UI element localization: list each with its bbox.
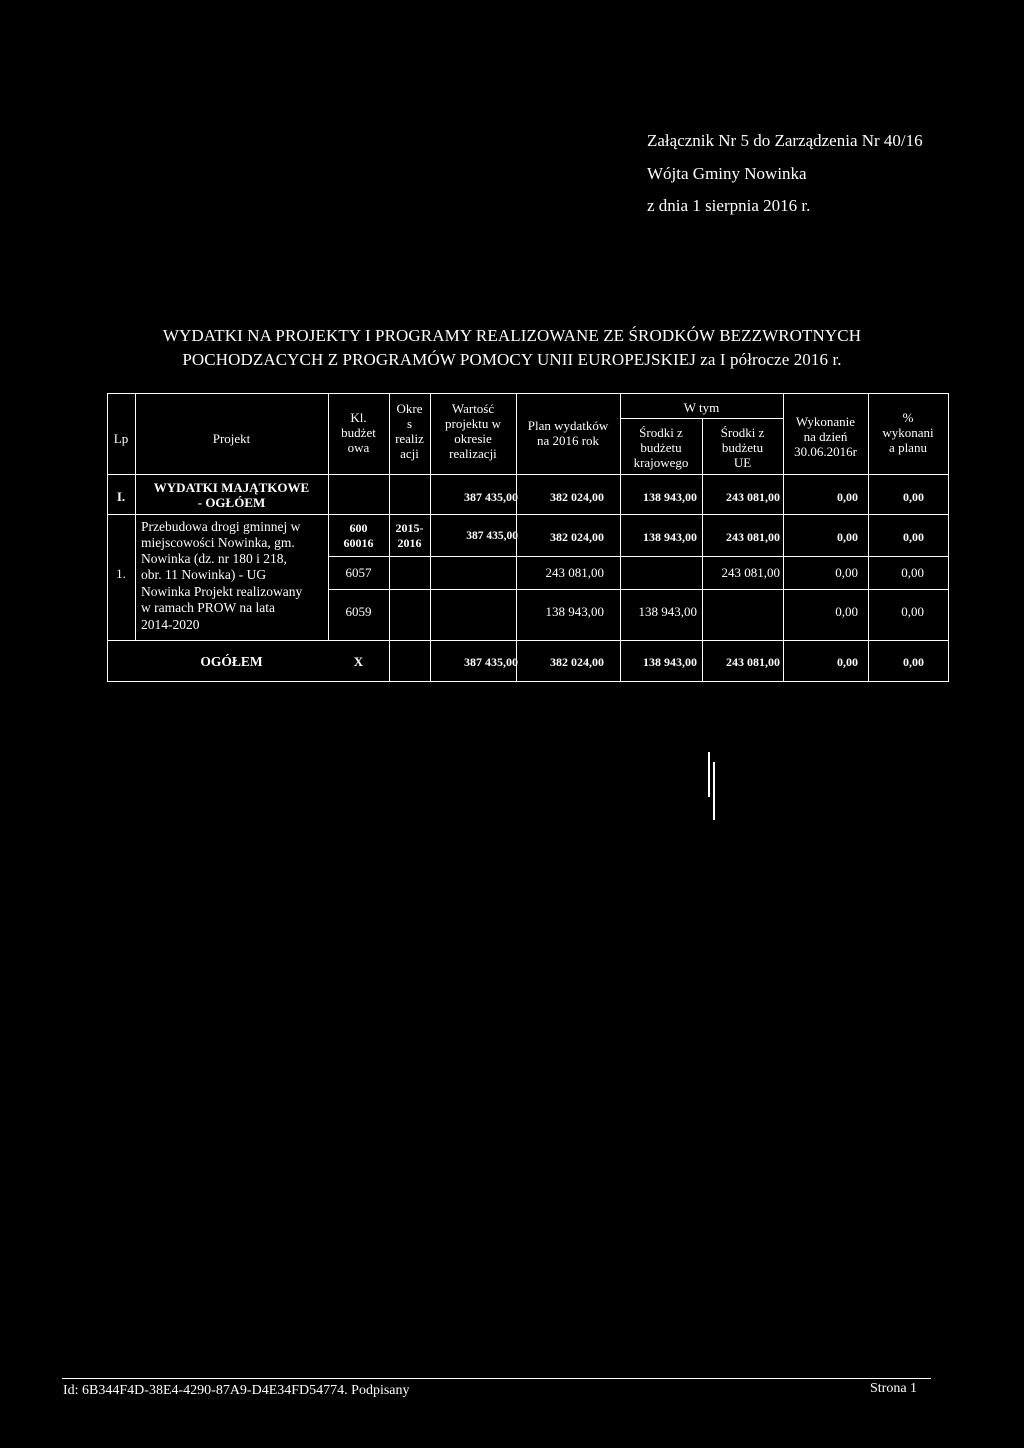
- header-wartosc: [430, 401, 516, 461]
- total-plan: 382 024,00: [550, 655, 604, 669]
- section-wartosc: 387 435,00: [464, 490, 518, 504]
- annex-date: z dnia 1 sierpnia 2016 r.: [647, 196, 811, 215]
- header-wykonanie-line1: Wykonanie: [795, 414, 856, 429]
- item-plan: 382 024,00: [550, 530, 604, 544]
- annex-issuer: Wójta Gminy Nowinka: [647, 164, 807, 183]
- header-wartosc-line3: okresie: [454, 431, 492, 446]
- header-wykonanie-line2: na dzień: [803, 429, 848, 444]
- row6059-kl: 6059: [345, 604, 372, 619]
- item-okres: [389, 521, 430, 551]
- item-kl-dzial: 600: [349, 521, 368, 535]
- table-border-bottom: [107, 681, 948, 682]
- header-projekt: Projekt: [212, 431, 251, 446]
- item-project-line4: obr. 11 Nowinka) - UG: [141, 567, 267, 582]
- col-line-end: [948, 393, 949, 682]
- item-row-divider-bottom: [107, 640, 948, 641]
- header-lp: Lp: [113, 431, 129, 446]
- item-row-divider-1: [328, 556, 948, 557]
- header-krajowe: [620, 425, 702, 470]
- item-wartosc: 387 435,00: [466, 530, 518, 542]
- header-okres-line1: Okre: [396, 401, 423, 416]
- row6059-procent: 0,00: [901, 604, 924, 619]
- section-wykonanie: 0,00: [837, 490, 858, 504]
- row6059-krajowe: 138 943,00: [638, 604, 697, 619]
- header-wartosc-line1: Wartość: [451, 401, 495, 416]
- item-krajowe: 138 943,00: [643, 530, 697, 544]
- item-kl: [328, 521, 389, 551]
- header-wartosc-line2: projektu w: [445, 416, 501, 431]
- document-title-line2-tail: za I półrocze 2016 r.: [700, 350, 842, 369]
- header-procent: [868, 410, 948, 455]
- document-title-line1: WYDATKI NA PROJEKTY I PROGRAMY REALIZOWANE ZE ŚRODKÓW BEZZWROTNYCH: [162, 326, 862, 345]
- item-procent: 0,00: [903, 530, 924, 544]
- header-ue-line1: Środki z: [720, 425, 765, 440]
- header-kl-line3: owa: [347, 440, 370, 455]
- footer-document-id: Id: 6B344F4D-38E4-4290-87A9-D4E34FD54774. Podpisany: [63, 1383, 410, 1398]
- footer-page-number: Strona 1: [870, 1381, 918, 1396]
- header-procent-line3: a planu: [889, 440, 927, 455]
- header-plan: [516, 418, 620, 448]
- table-border-top: [107, 393, 948, 394]
- header-ue-line2: budżetu: [721, 440, 764, 455]
- section-ue: 243 081,00: [726, 490, 780, 504]
- total-label: OGÓŁEM: [200, 654, 263, 669]
- header-ue-line3: UE: [733, 455, 752, 470]
- annex-number: Załącznik Nr 5 do Zarządzenia Nr 40/16: [647, 131, 923, 150]
- row6057-plan: 243 081,00: [545, 565, 604, 580]
- item-project-line7: 2014-2020: [141, 617, 200, 632]
- header-kl-line2: budżet: [341, 425, 376, 440]
- item-project-line1: Przebudowa drogi gminnej w: [141, 519, 301, 534]
- document-title-line2: [0, 350, 1024, 370]
- row6059-wykonanie: 0,00: [835, 604, 858, 619]
- header-okres: [389, 401, 430, 461]
- total-wykonanie: 0,00: [837, 655, 858, 669]
- row6057-kl: 6057: [345, 565, 372, 580]
- section-name-line1: WYDATKI MAJĄTKOWE: [153, 480, 310, 495]
- row6057-procent: 0,00: [901, 565, 924, 580]
- item-lp: 1.: [116, 566, 126, 581]
- header-wykonanie: [783, 414, 868, 459]
- item-project-line3: Nowinka (dz. nr 180 i 218,: [141, 551, 287, 566]
- total-wartosc: 387 435,00: [464, 655, 518, 669]
- header-krajowe-line2: budżetu: [640, 440, 682, 455]
- scan-mark-2: [713, 762, 715, 820]
- item-ue: 243 081,00: [726, 530, 780, 544]
- section-procent: 0,00: [903, 490, 924, 504]
- header-procent-line2: wykonani: [882, 425, 934, 440]
- header-okres-line4: acji: [400, 446, 419, 461]
- header-divider: [107, 474, 948, 475]
- item-okres-line1: 2015-: [395, 521, 424, 535]
- item-project-line2: miejscowości Nowinka, gm.: [141, 535, 295, 550]
- header-wtym: W tym: [683, 400, 720, 415]
- header-plan-line2: na 2016 rok: [536, 433, 600, 448]
- header-krajowe-line3: krajowego: [633, 455, 689, 470]
- header-wartosc-line4: realizacji: [449, 446, 497, 461]
- header-kl: [328, 410, 389, 455]
- section-name: [135, 480, 328, 510]
- total-ue: 243 081,00: [726, 655, 780, 669]
- document-title-line2-main: POCHODZACYCH Z PROGRAMÓW POMOCY UNII EUROPEJSKIEJ: [182, 350, 696, 369]
- item-kl-rozdzial: 60016: [343, 536, 374, 550]
- section-plan: 382 024,00: [550, 490, 604, 504]
- header-ue: [702, 425, 783, 470]
- header-procent-line1: %: [902, 410, 914, 425]
- total-kl: X: [353, 654, 364, 669]
- item-wykonanie: 0,00: [837, 530, 858, 544]
- section-name-line2: - OGŁÓEM: [197, 495, 266, 510]
- header-plan-line1: Plan wydatków: [527, 418, 609, 433]
- header-okres-line3: realiz: [395, 431, 424, 446]
- header-okres-line2: s: [406, 416, 413, 431]
- section-row-divider: [107, 514, 948, 515]
- item-project-line5: Nowinka Projekt realizowany: [141, 584, 303, 599]
- row6057-ue: 243 081,00: [721, 565, 780, 580]
- total-krajowe: 138 943,00: [643, 655, 697, 669]
- footer-rule: [62, 1378, 931, 1379]
- row6059-plan: 138 943,00: [545, 604, 604, 619]
- section-lp: I.: [116, 489, 126, 504]
- section-krajowe: 138 943,00: [643, 490, 697, 504]
- header-kl-line1: Kl.: [350, 410, 367, 425]
- scan-mark-1: [708, 752, 710, 797]
- total-procent: 0,00: [903, 655, 924, 669]
- item-project-line6: w ramach PROW na lata: [141, 600, 275, 615]
- row6057-wykonanie: 0,00: [835, 565, 858, 580]
- header-wykonanie-line3: 30.06.2016r: [794, 444, 857, 459]
- header-krajowe-line1: Środki z: [639, 425, 683, 440]
- item-row-divider-2: [328, 589, 948, 590]
- item-okres-line2: 2016: [397, 536, 422, 550]
